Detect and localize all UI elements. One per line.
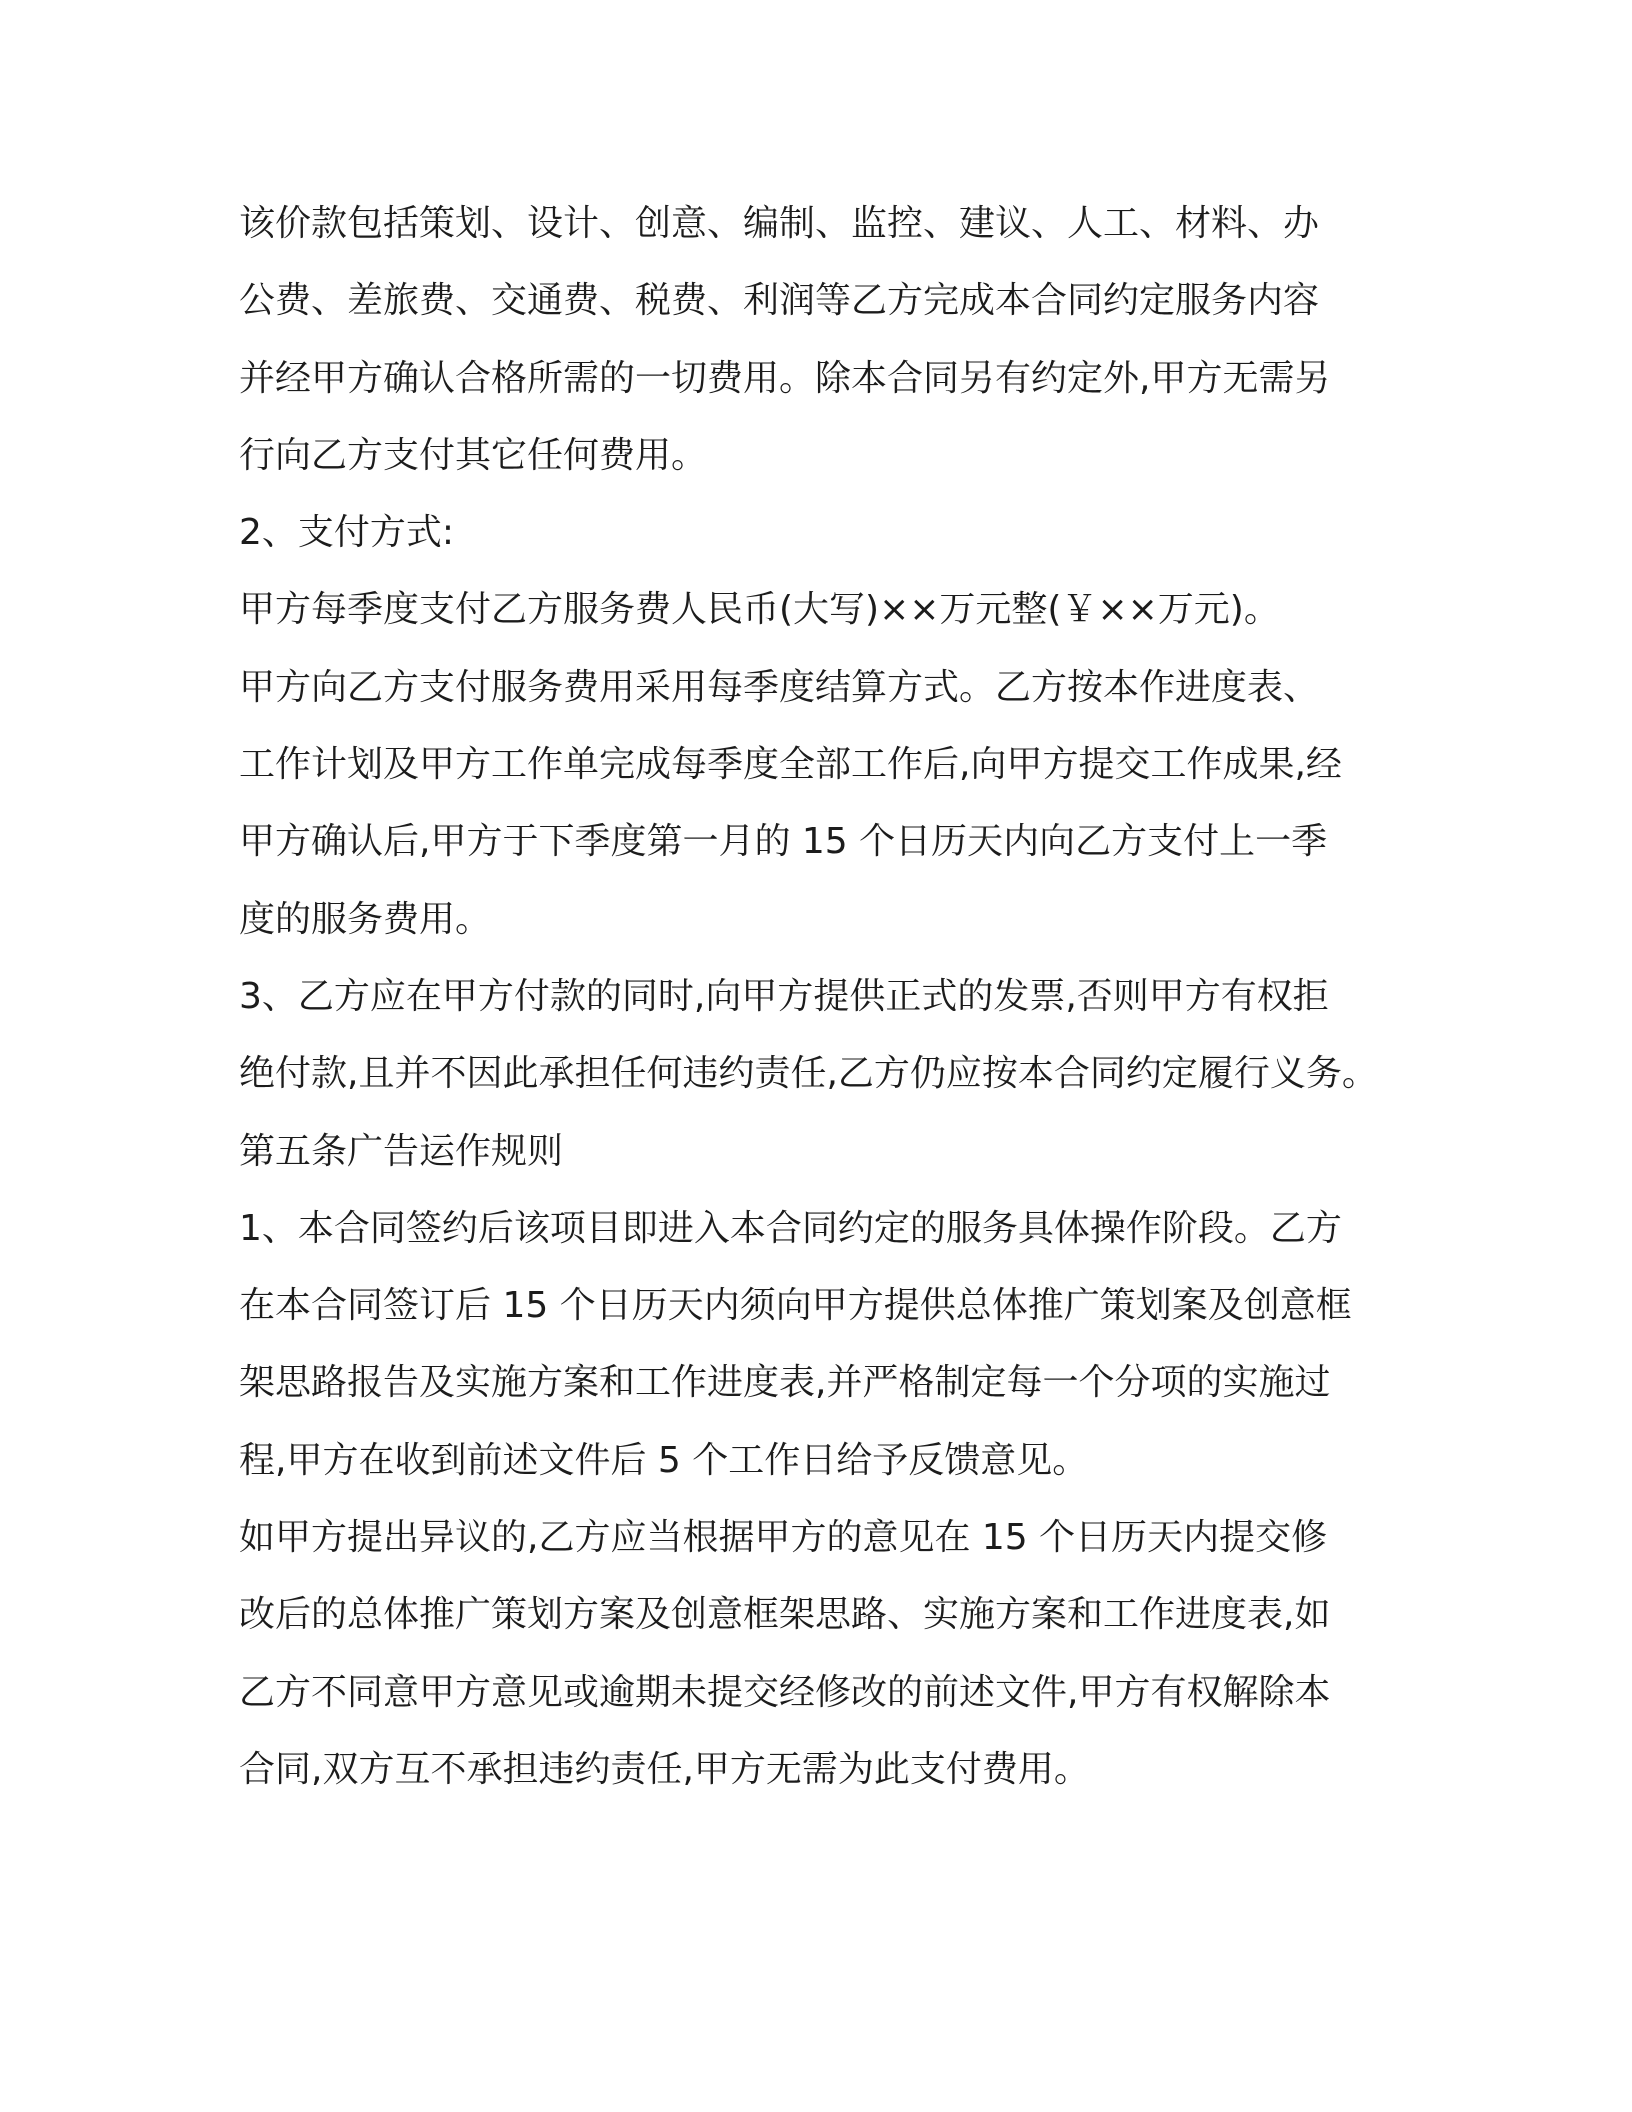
text-line: 该价款包括策划、设计、创意、编制、监控、建议、人工、材料、办	[239, 203, 1320, 244]
text-line: 公费、差旅费、交通费、税费、利润等乙方完成本合同约定服务内容	[239, 280, 1320, 322]
text-line: 3、乙方应在甲方付款的同时,向甲方提供正式的发票,否则甲方有权拒	[239, 975, 1329, 1017]
text-line: 甲方每季度支付乙方服务费人民币(大写)××万元整(￥××万元)。	[239, 589, 1280, 631]
text-line: 甲方向乙方支付服务费用采用每季度结算方式。乙方按本作进度表、	[239, 666, 1320, 708]
text-line: 工作计划及甲方工作单完成每季度全部工作后,向甲方提交工作成果,经	[239, 744, 1342, 786]
text-line: 绝付款,且并不因此承担任何违约责任,乙方仍应按本合同约定履行义务。	[239, 1053, 1378, 1095]
text-line: 在本合同签订后 15 个日历天内须向甲方提供总体推广策划案及创意框	[239, 1285, 1352, 1327]
text-line: 并经甲方确认合格所需的一切费用。除本合同另有约定外,甲方无需另	[239, 357, 1331, 399]
text-line: 程,甲方在收到前述文件后 5 个工作日给予反馈意见。	[239, 1439, 1089, 1481]
text-line: 架思路报告及实施方案和工作进度表,并严格制定每一个分项的实施过	[239, 1362, 1331, 1404]
text-line: 改后的总体推广策划方案及创意框架思路、实施方案和工作进度表,如	[239, 1594, 1331, 1636]
text-line: 1、本合同签约后该项目即进入本合同约定的服务具体操作阶段。乙方	[239, 1207, 1342, 1249]
text-line: 合同,双方互不承担违约责任,甲方无需为此支付费用。	[239, 1748, 1090, 1790]
article-heading-five: 第五条广告运作规则	[239, 1130, 564, 1172]
text-line: 乙方不同意甲方意见或逾期未提交经修改的前述文件,甲方有权解除本	[239, 1671, 1331, 1713]
text-line: 度的服务费用。	[239, 898, 492, 940]
document-body	[239, 185, 1389, 1808]
text-line: 如甲方提出异议的,乙方应当根据甲方的意见在 15 个日历天内提交修	[239, 1517, 1328, 1559]
text-line: 甲方确认后,甲方于下季度第一月的 15 个日历天内向乙方支付上一季	[239, 821, 1328, 863]
text-line: 行向乙方支付其它任何费用。	[239, 434, 708, 476]
section-heading-payment-method: 2、支付方式:	[239, 512, 455, 554]
